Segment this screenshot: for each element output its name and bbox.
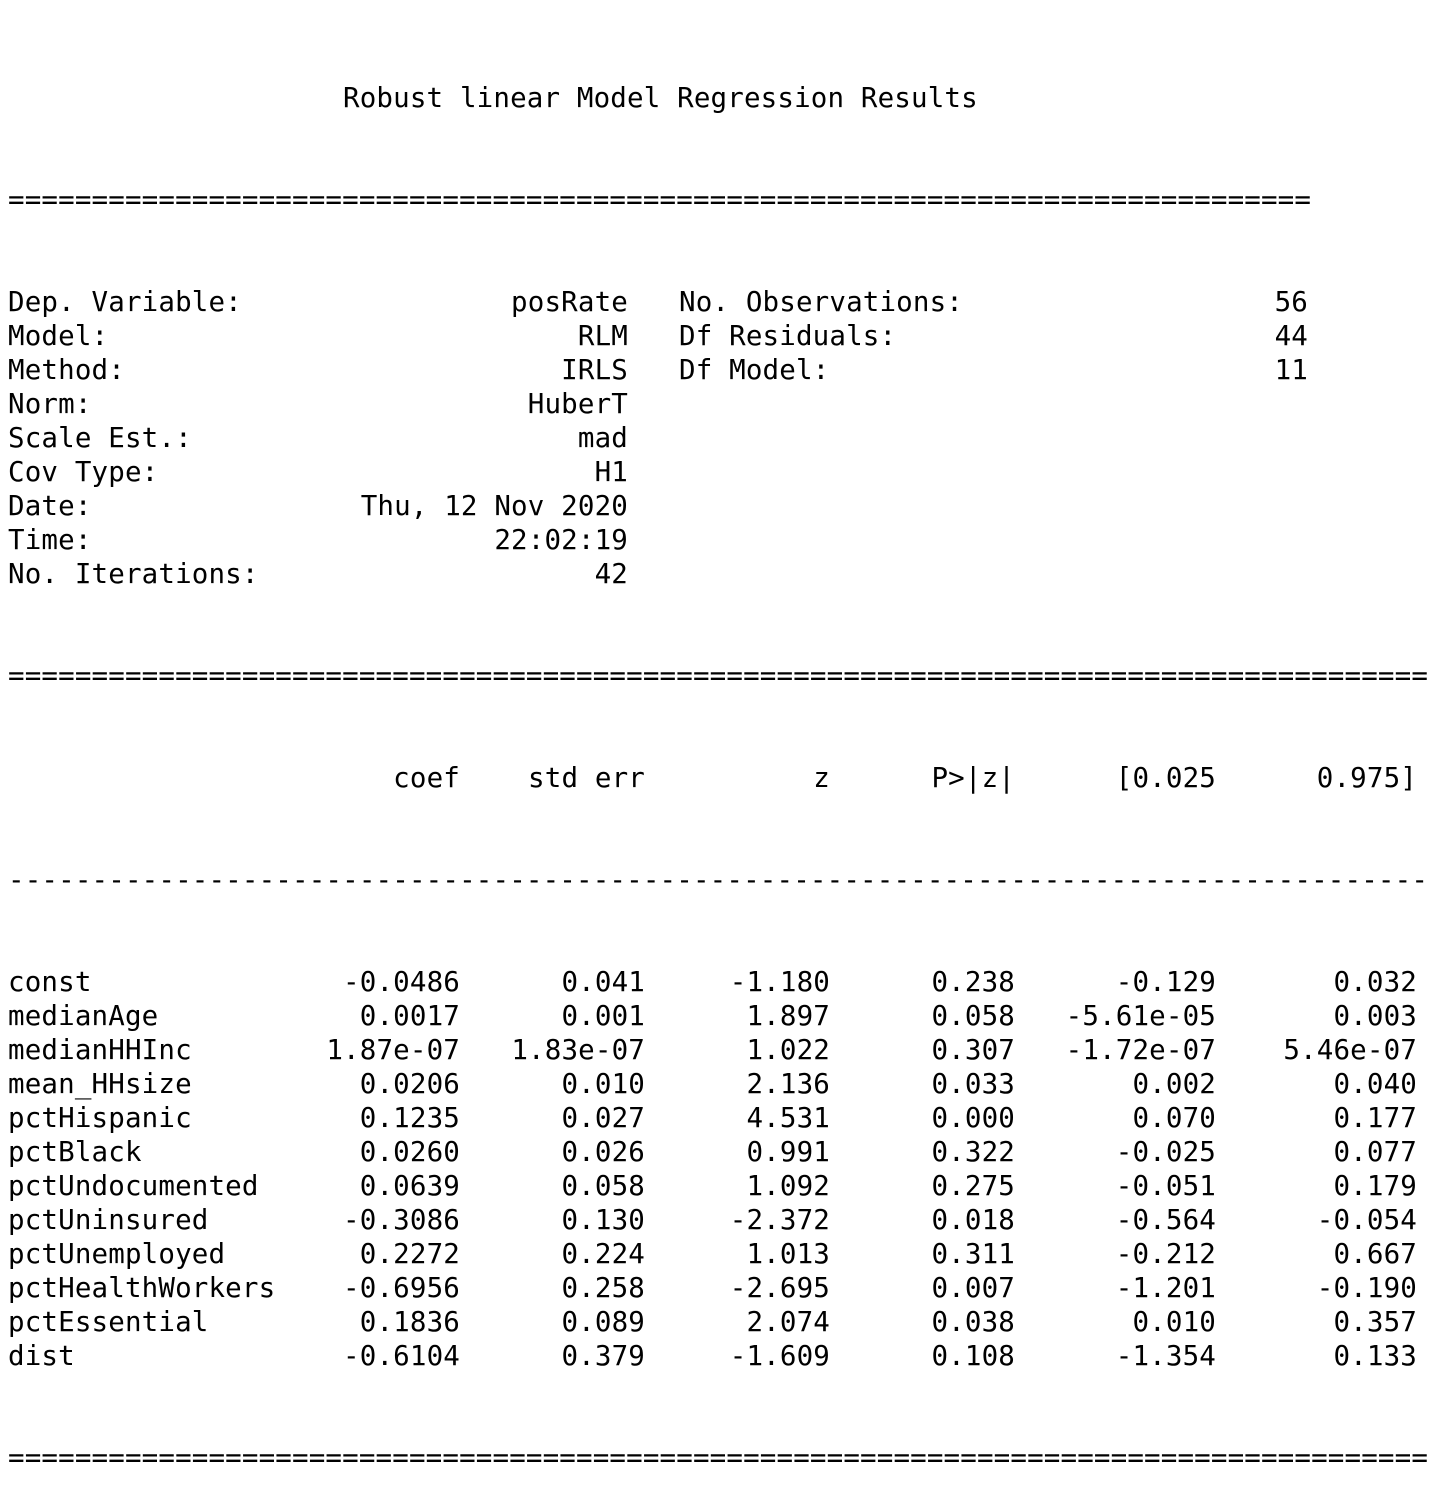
header-single-rule: ------------------------------------------------------------------------------------- <box>8 864 1429 896</box>
coef-value-cell: -1.201 <box>1115 1272 1216 1304</box>
coef-value-cell: 0.000 <box>931 1102 1015 1134</box>
coef-value-cell: 0.1235 <box>359 1102 460 1134</box>
summary-value: IRLS <box>561 354 628 386</box>
variable-name: const <box>8 966 92 998</box>
summary-row <box>8 387 1428 421</box>
coef-value-cell: -0.212 <box>1115 1238 1216 1270</box>
summary-label: Norm: <box>8 388 92 420</box>
coef-value-cell: 5.46e-07 <box>1283 1034 1417 1066</box>
coef-value-cell: 0.133 <box>1333 1340 1417 1372</box>
coef-value-cell: 0.275 <box>931 1170 1015 1202</box>
coef-value-cell: 0.0260 <box>359 1136 460 1168</box>
coef-value-cell: 1.83e-07 <box>511 1034 645 1066</box>
variable-name: medianAge <box>8 1000 159 1032</box>
summary-value: 11 <box>1274 354 1308 386</box>
summary-row <box>8 455 1428 489</box>
table-row <box>8 1305 1428 1339</box>
summary-label: Scale Est.: <box>8 422 192 454</box>
variable-name: pctHispanic <box>8 1102 192 1134</box>
summary-value: 56 <box>1274 286 1308 318</box>
coef-value-cell: 0.0639 <box>359 1170 460 1202</box>
coef-value-cell: 0.041 <box>561 966 645 998</box>
coef-header-cell: z <box>813 762 830 794</box>
coef-value-cell: 0.311 <box>931 1238 1015 1270</box>
summary-value: 42 <box>594 558 628 590</box>
coef-value-cell: 0.307 <box>931 1034 1015 1066</box>
summary-value: HuberT <box>527 388 628 420</box>
summary-label: No. Observations: <box>679 286 964 318</box>
coef-value-cell: 0.991 <box>746 1136 830 1168</box>
coef-value-cell: -0.129 <box>1115 966 1216 998</box>
table-row <box>8 1203 1428 1237</box>
summary-row <box>8 285 1428 319</box>
coef-value-cell: 2.074 <box>746 1306 830 1338</box>
summary-row <box>8 319 1428 353</box>
variable-name: pctEssential <box>8 1306 209 1338</box>
summary-value: posRate <box>511 286 628 318</box>
coef-value-cell: -1.609 <box>729 1340 830 1372</box>
coef-value-cell: 0.379 <box>561 1340 645 1372</box>
summary-row <box>8 557 1428 591</box>
coef-value-cell: -0.051 <box>1115 1170 1216 1202</box>
coef-header-cell: coef <box>393 762 460 794</box>
coef-header-cell: 0.975] <box>1316 762 1417 794</box>
table-row <box>8 965 1428 999</box>
coef-value-cell: 0.108 <box>931 1340 1015 1372</box>
summary-value: Thu, 12 Nov 2020 <box>360 490 628 522</box>
coef-value-cell: 0.357 <box>1333 1306 1417 1338</box>
coef-value-cell: 0.038 <box>931 1306 1015 1338</box>
coef-value-cell: -0.6104 <box>343 1340 460 1372</box>
top-double-rule: ============================================================================== <box>8 184 1312 216</box>
coef-value-cell: 1.092 <box>746 1170 830 1202</box>
coef-value-cell: 0.322 <box>931 1136 1015 1168</box>
coef-value-cell: -1.72e-07 <box>1065 1034 1216 1066</box>
table-row <box>8 1237 1428 1271</box>
summary-label: No. Iterations: <box>8 558 259 590</box>
summary-value: mad <box>577 422 628 454</box>
variable-name: mean_HHsize <box>8 1068 192 1100</box>
coef-value-cell: 0.010 <box>1132 1306 1216 1338</box>
coef-value-cell: -2.695 <box>729 1272 830 1304</box>
coef-value-cell: 0.001 <box>561 1000 645 1032</box>
summary-row <box>8 489 1428 523</box>
summary-label: Df Model: <box>679 354 830 386</box>
coef-value-cell: -1.354 <box>1115 1340 1216 1372</box>
coef-value-cell: 1.013 <box>746 1238 830 1270</box>
coef-value-cell: 0.018 <box>931 1204 1015 1236</box>
summary-label: Method: <box>8 354 125 386</box>
coef-value-cell: 1.87e-07 <box>326 1034 460 1066</box>
coef-value-cell: 2.136 <box>746 1068 830 1100</box>
regression-report <box>8 13 1428 1509</box>
coef-value-cell: -0.0486 <box>343 966 460 998</box>
variable-name: pctUninsured <box>8 1204 209 1236</box>
table-row <box>8 1271 1428 1305</box>
summary-value: 22:02:19 <box>494 524 628 556</box>
coef-value-cell: 1.897 <box>746 1000 830 1032</box>
coef-value-cell: -0.025 <box>1115 1136 1216 1168</box>
summary-row <box>8 523 1428 557</box>
summary-label: Cov Type: <box>8 456 159 488</box>
coef-value-cell: 0.0206 <box>359 1068 460 1100</box>
coef-value-cell: 0.1836 <box>359 1306 460 1338</box>
summary-label: Date: <box>8 490 92 522</box>
table-row <box>8 999 1428 1033</box>
coef-value-cell: -0.3086 <box>343 1204 460 1236</box>
report-title <box>8 81 1428 115</box>
table-row <box>8 1101 1428 1135</box>
coef-value-cell: 0.010 <box>561 1068 645 1100</box>
coef-header-cell: std err <box>528 762 645 794</box>
coef-table-body <box>8 965 1428 1373</box>
coef-value-cell: 4.531 <box>746 1102 830 1134</box>
coef-value-cell: 0.077 <box>1333 1136 1417 1168</box>
coef-value-cell: 0.070 <box>1132 1102 1216 1134</box>
coef-value-cell: -0.564 <box>1115 1204 1216 1236</box>
coef-value-cell: 0.002 <box>1132 1068 1216 1100</box>
coef-value-cell: 0.667 <box>1333 1238 1417 1270</box>
coef-header-cell: P>|z| <box>931 762 1015 794</box>
variable-name: medianHHInc <box>8 1034 192 1066</box>
coef-value-cell: 0.179 <box>1333 1170 1417 1202</box>
table-row <box>8 1067 1428 1101</box>
coef-value-cell: 0.027 <box>561 1102 645 1134</box>
coef-value-cell: -1.180 <box>729 966 830 998</box>
variable-name: pctUndocumented <box>8 1170 259 1202</box>
model-summary <box>8 285 1428 591</box>
report-title-text: Robust linear Model Regression Results <box>343 82 978 114</box>
table-row <box>8 1339 1428 1373</box>
coef-value-cell: 0.224 <box>561 1238 645 1270</box>
variable-name: pctHealthWorkers <box>8 1272 276 1304</box>
coef-value-cell: 0.0017 <box>359 1000 460 1032</box>
summary-label: Df Residuals: <box>679 320 897 352</box>
coef-value-cell: 0.026 <box>561 1136 645 1168</box>
summary-label: Model: <box>8 320 109 352</box>
coef-value-cell: 0.058 <box>931 1000 1015 1032</box>
summary-label: Time: <box>8 524 92 556</box>
coef-value-cell: 0.040 <box>1333 1068 1417 1100</box>
bottom-double-rule: ===================================================================================== <box>8 1442 1429 1474</box>
coef-value-cell: 0.058 <box>561 1170 645 1202</box>
coef-value-cell: -0.190 <box>1316 1272 1417 1304</box>
variable-name: pctUnemployed <box>8 1238 226 1270</box>
table-row <box>8 1135 1428 1169</box>
variable-name: dist <box>8 1340 75 1372</box>
summary-value: 44 <box>1274 320 1308 352</box>
coef-value-cell: 0.033 <box>931 1068 1015 1100</box>
coef-table-header <box>8 761 1428 795</box>
coef-value-cell: 0.258 <box>561 1272 645 1304</box>
coef-value-cell: 0.032 <box>1333 966 1417 998</box>
coef-value-cell: 1.022 <box>746 1034 830 1066</box>
table-row <box>8 1169 1428 1203</box>
coef-value-cell: 0.003 <box>1333 1000 1417 1032</box>
coef-value-cell: 0.2272 <box>359 1238 460 1270</box>
summary-value: H1 <box>594 456 628 488</box>
coef-header-cell: [0.025 <box>1115 762 1216 794</box>
coef-value-cell: 0.177 <box>1333 1102 1417 1134</box>
coef-value-cell: 0.238 <box>931 966 1015 998</box>
summary-row <box>8 353 1428 387</box>
variable-name: pctBlack <box>8 1136 142 1168</box>
coef-value-cell: -2.372 <box>729 1204 830 1236</box>
coef-value-cell: -0.6956 <box>343 1272 460 1304</box>
coef-value-cell: 0.089 <box>561 1306 645 1338</box>
coef-value-cell: 0.007 <box>931 1272 1015 1304</box>
table-row <box>8 1033 1428 1067</box>
summary-row <box>8 421 1428 455</box>
summary-label: Dep. Variable: <box>8 286 242 318</box>
summary-value: RLM <box>577 320 628 352</box>
mid-double-rule: ===================================================================================== <box>8 660 1429 692</box>
coef-value-cell: -0.054 <box>1316 1204 1417 1236</box>
coef-value-cell: 0.130 <box>561 1204 645 1236</box>
coef-value-cell: -5.61e-05 <box>1065 1000 1216 1032</box>
